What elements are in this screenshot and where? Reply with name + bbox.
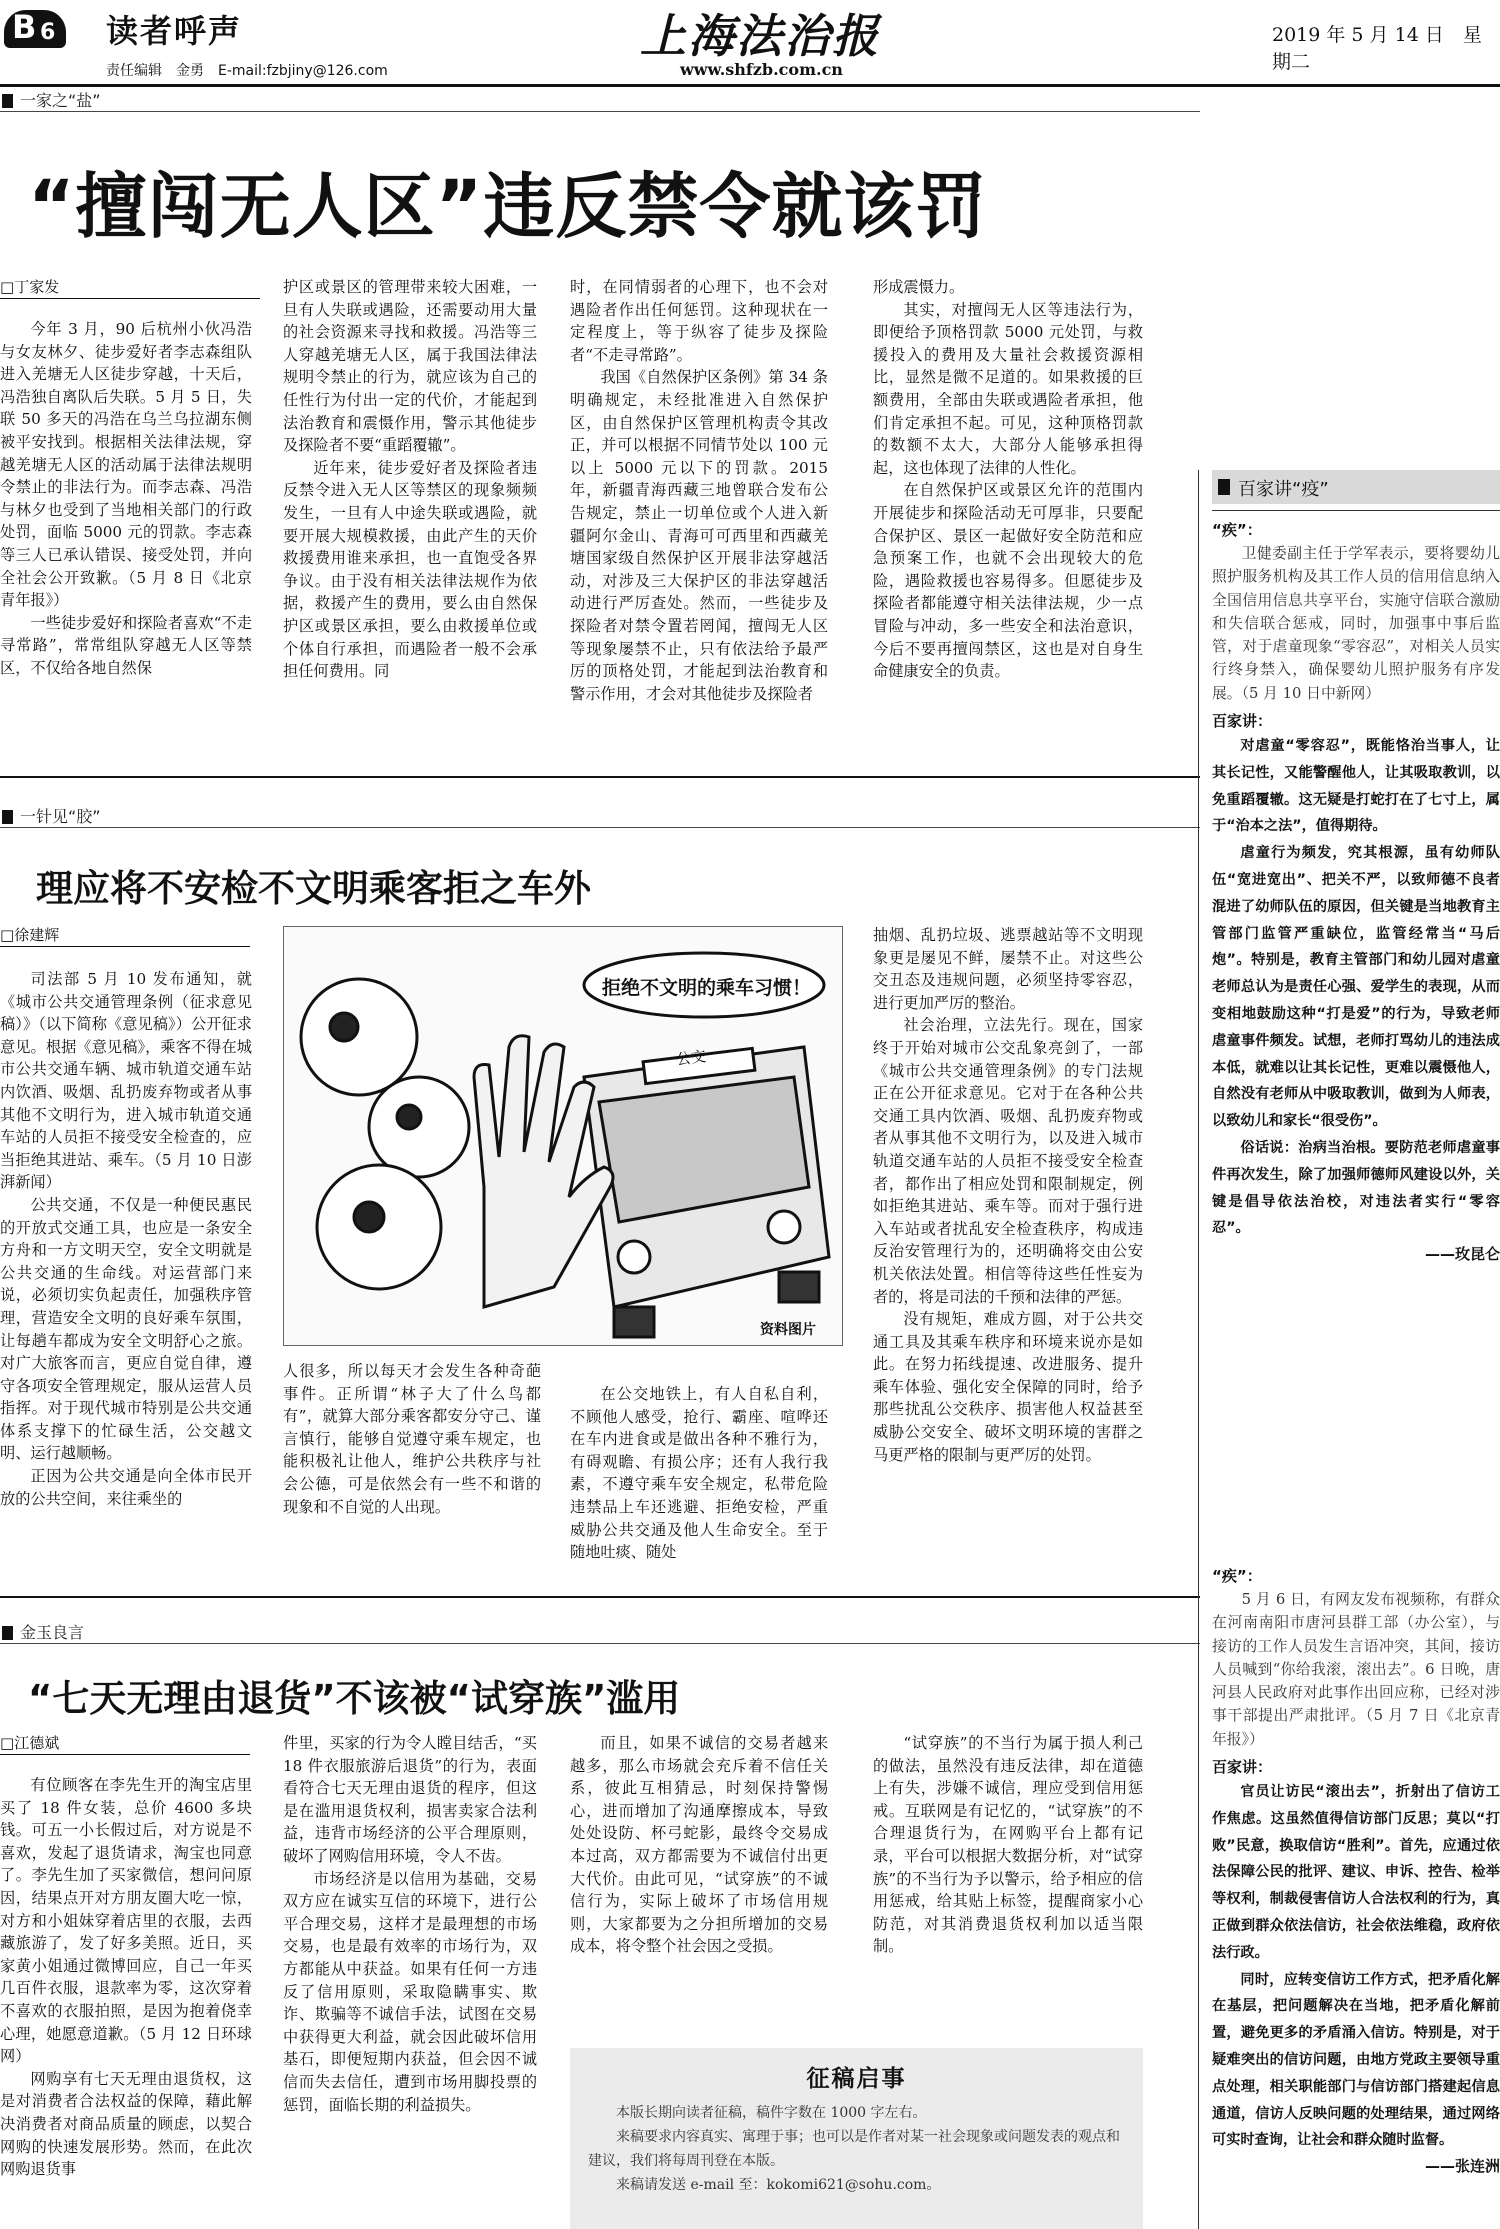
item-author: ——玫昆仑: [1424, 1245, 1500, 1264]
item-author: ——张连洲: [1424, 2157, 1500, 2176]
sidebar-divider: [1198, 470, 1199, 2229]
paragraph: 今年 3 月，90 后杭州小伙冯浩与女友林夕、徒步爱好者李志森组队进入羌塘无人区徒步穿越，十天后，冯浩独自离队后失联。5 月 5 日，失联 50 多天的冯浩在乌兰乌拉湖东侧被平安找到。根据相关法律法规，穿越羌塘无人区的活动属于法律法规明令禁止的非法行为。而李志森、冯浩与林夕也受到了当地相关部门的行政处罚，面临 5000 元的罚款。李志森等三人已承认错误、接受处罚，并向全社会公开致歉。（5 月 8 日《北京青年报》）: [0, 320, 252, 610]
paragraph: 没有规矩，难成方圆，对于公共交通工具及其乘车秩序和环境来说亦是如此。在努力拓线提速、改进服务、提升乘车体验、强化安全保障的同时，给予那些扰乱公交秩序、损害他人权益甚至威胁公交安全、破坏文明环境的害群之马更严格的限制与更严厉的处罚。: [873, 1310, 1143, 1464]
article1-column-4: [873, 276, 1143, 742]
item-news: 卫健委副主任于学军表示，要将婴幼儿照护服务机构及其工作人员的信用信息纳入全国信用信息共享平台，实施守信联合激励和失信联合惩戒，同时，加强事中事后监管，对于虐童现象“零容忍”，对相关人员实行终身禁入，确保婴幼儿照护服务有序发展。（5 月 10 日中新网）: [1212, 545, 1500, 702]
item-comment: 对虐童“零容忍”，既能恪治当事人，让其长记性，又能警醒他人，让其吸取教训，以免重蹈覆辙。这无疑是打蛇打在了七寸上，属于“治本之法”，值得期待。: [1212, 738, 1500, 835]
article3-column-1: [0, 1774, 252, 2226]
paragraph: 在自然保护区或景区允许的范围内开展徒步和探险活动无可厚非，只要配合保护区、景区一起做好安全防范和应急预案工作，也就不会出现较大的危险，遇险救援也容易得多。但愿徒步及探险者都能遵守相关法律法规，少一点冒险与冲动，多一些安全和法治意识，今后不要再擅闯禁区，这也是对自身生命健康安全的负责。: [873, 481, 1143, 681]
paragraph: 近年来，徒步爱好者及探险者违反禁令进入无人区等禁区的现象频频发生，一旦有人中途失联或遇险，就要开展大规模救援，由此产生的天价救援费用谁来承担，也一直饱受各界争议。由于没有相关法律法规作为依据，救援产生的费用，要么由自然保护区或景区承担，要么由救援单位或个体自行承担，而遇险者一般不会承担任何费用。同: [283, 458, 537, 681]
article3-column-4: [873, 1732, 1143, 2022]
article1-column-1: [0, 318, 252, 742]
paragraph: “试穿族”的不当行为属于损人利己的做法，虽然没有违反法律，却在道德上有失，涉嫌不诚信，理应受到信用惩戒。互联网是有记忆的，“试穿族”的不合理退货行为，在网购平台上都有记录，平台可以根据大数据分析，对“试穿族”的不当行为予以警示，给予相应的信用惩戒，给其贴上标签，提醒商家小心防范，对其消费退货权利加以适当限制。: [873, 1734, 1143, 1956]
paper-name: 上海法治报: [640, 9, 880, 63]
illustration-bus-sign: 公交: [675, 1047, 708, 1069]
paragraph: 人很多，所以每天才会发生各种奇葩事件。正所谓“林子大了什么鸟都有”，就算大部分乘客都安分守己、谨言慎行，能够自觉遵守乘车规定，也能积极礼让他人，维护公共秩序与社会公德，可是依然会有一些不和谐的现象和不自觉的人出现。: [283, 1362, 541, 1516]
page-number: 6: [40, 20, 56, 45]
article3-byline-rule: [0, 1754, 250, 1755]
item-comment: 同时，应转变信访工作方式，把矛盾化解在基层，把问题解决在当地，把矛盾化解前置，避免更多的矛盾涌入信访。特别是，对于疑难突出的信访问题，由地方党政主要领导重点处理，相关职能部门与信访部门搭建起信息通道，信访人反映问题的处理结果，通过网络可实时查询，让社会和群众随时监督。: [1212, 1971, 1500, 2149]
item-news: 5 月 6 日，有网友发布视频称，有群众在河南南阳市唐河县群工部（办公室），与接访的工作人员发生言语冲突，其间，接访人员喊到“你给我滚，滚出去”。6 日晚，唐河县人民政府对此事作出回应称，已经对涉事干部提出严肃批评。（5 月 7 日《北京青年报》）: [1212, 1591, 1500, 1748]
paragraph: 一些徒步爱好和探险者喜欢“不走寻常路”，常常组队穿越无人区等禁区，不仅给各地自然保: [0, 613, 252, 677]
paragraph: 我国《自然保护区条例》第 34 条明确规定，未经批准进入自然保护区，由自然保护区管理机构责令其改正，并可以根据不同情节处以 100 元以上 5000 元以下的罚款。2015 年，新疆青海西藏三地曾联合发布公告规定，禁止一切单位或个人进入新疆阿尔金山、青海可可西里和西藏羌塘国家级自然保护区开展非法穿越活动，对涉及三大保护区的非法穿越活动进行严厉查处。然而，一些徒步及探险者对禁令置若罔闻，擅闯无人区等现象屡禁不止，只有依法给予最严厉的顶格处罚，才能起到法治教育和警示作用，才会对其他徒步及探险者: [570, 368, 828, 703]
paragraph: 形成震慑力。: [873, 278, 965, 296]
article2-column-4: [873, 924, 1143, 1576]
notice-line: 来稿要求内容真实、寓理于事；也可以是作者对某一社会现象或问题发表的观点和建议，我们将每周刊登在本版。: [588, 2129, 1120, 2169]
illustration: [283, 926, 843, 1346]
article1-column-3: [570, 276, 828, 742]
sidebar: [1212, 470, 1500, 2229]
paragraph: 抽烟、乱扔垃圾、逃票越站等不文明现象更是屡见不鲜，屡禁不止。对这些公交丑态及违规问题，必须坚持零容忍，进行更加严厉的整治。: [873, 926, 1143, 1012]
item-comment-head: 百家讲：: [1212, 712, 1273, 731]
article2-byline-rule: [0, 946, 250, 947]
paragraph: 件里，买家的行为令人瞠目结舌，“买 18 件衣服旅游后退货”的行为，表面看符合七天无理由退货的程序，但这是在滥用退货权利，损害卖家合法利益，违背市场经济的公平合理原则，破坏了网购信用环境，令人不齿。: [283, 1734, 537, 1865]
article1-title: “擅闯无人区”违反禁令就该罚: [28, 165, 988, 248]
paragraph: 正因为公共交通是向全体市民开放的公共空间，来往乘坐的: [0, 1467, 252, 1508]
paragraph: 公共交通，不仅是一种便民惠民的开放式交通工具，也应是一条安全方舟和一方文明天空，安全文明就是公共交通的生命线。对运营部门来说，必须切实负起责任，加强秩序管理，营造安全文明的良好乘车氛围，让每趟车都成为安全文明舒心之旅。对广大旅客而言，更应自觉自律，遵守各项安全管理规定，服从运营人员指挥。对于现代城市特别是公共交通体系支撑下的忙碌生活，公交越文明、运行越顺畅。: [0, 1195, 252, 1463]
notice-title: 征稿启事: [806, 2066, 907, 2092]
page-number-badge: B 6: [4, 10, 66, 48]
sidebar-label: 百家讲“疫”: [1238, 479, 1329, 500]
article1-byline: □ 丁家发: [0, 276, 59, 297]
editor-info: 责任编辑 金勇 E-mail:fzbjiny@126.com: [106, 63, 388, 79]
paragraph: 社会治理，立法先行。现在，国家终于开始对城市公交乱象亮剑了，一部《城市公共交通管理条例》的专门法规正在公开征求意见。它对于在各种公共交通工具内饮酒、吸烟、乱扔废弃物或者从事其他不文明行为，以及进入城市轨道交通车站的人员拒不接受安全检查者，都作出了相应处罚和限制规定，例如拒绝其进站、乘车等。而对于强行进入车站或者扰乱安全检查秩序，构成违反治安管理行为的，还明确将交由公安机关依法处置。相信等待这些任性妄为者的，将是司法的千预和法律的严惩。: [873, 1016, 1143, 1306]
sidebar-item-2: [1212, 1564, 1500, 2229]
article3-byline: □ 江德斌: [0, 1732, 59, 1753]
paragraph: 而且，如果不诚信的交易者越来越多，那么市场就会充斥着不信任关系，彼此互相猜忌，时刻保持警惕心，进而增加了沟通摩擦成本，导致处处设防、杯弓蛇影，最终令交易成本过高，双方都需要为不诚信付出更大代价。由此可见，“试穿族”的不诚信行为，实际上破坏了市场信用规则，大家都要为之分担所增加的交易成本，将令整个社会因之受损。: [570, 1734, 828, 1956]
paragraph: 时，在同情弱者的心理下，也不会对遇险者作出任何惩罚。这种现状在一定程度上，等于纵容了徒步及探险者“不走寻常路”。: [570, 278, 828, 364]
masthead-rule: [0, 84, 1500, 87]
article3-column-3: [570, 1732, 828, 2022]
paper-website: www.shfzb.com.cn: [680, 60, 843, 79]
image-caption: 资料图片: [760, 1322, 816, 1338]
illustration-bubble-text: 拒绝不文明的乘车习惯！: [602, 977, 812, 999]
item-comment-head: 百家讲：: [1212, 1758, 1273, 1777]
item-head: “疾”：: [1212, 1567, 1262, 1585]
paragraph: 在公交地铁上，有人自私自利，不顾他人感受，抢行、霸座、喧哗还在车内进食或是做出各种不雅行为，有碍观瞻、有损公序；还有人我行我素，不遵守乘车安全规定，私带危险违禁品上车还逃避、拒绝安检，严重威胁公共交通及他人生命安全。至于随地吐痰、随处: [570, 1385, 828, 1562]
item-comment: 官员让访民“滚出去”，折射出了信访工作焦虑。这虽然值得信访部门反思；莫以“打败”民意，换取信访“胜利”。首先，应通过依法保障公民的批评、建议、申诉、控告、检举等权利，制裁侵害信访人合法权利的行为，真正做到群众依法信访，社会依法维稳，政府依法行政。: [1212, 1784, 1500, 1961]
article2-bottom-rule: [0, 1596, 1200, 1598]
paragraph: 网购享有七天无理由退货权，这是对消费者合法权益的保障，藉此解决消费者对商品质量的顾虑，以契合网购的快速发展形势。然而，在此次网购退货事: [0, 2069, 252, 2179]
sidebar-label-marker: [1218, 479, 1230, 495]
article3-label: 金玉良言: [0, 1622, 1200, 1644]
article2-column-3: [570, 1383, 828, 1576]
article2-label: 一针见“胶”: [0, 806, 1200, 828]
paragraph: 护区或景区的管理带来较大困难，一旦有人失联或遇险，还需要动用大量的社会资源来寻找和救援。冯浩等三人穿越羌塘无人区，属于我国法律法规明令禁止的行为，就应该为自己的任性行为付出一定的代价，才能起到法治教育和震慑作用，警示其他徒步及探险者不要“重蹈覆辙”。: [283, 278, 537, 455]
article2-column-1: [0, 968, 252, 1576]
item-comment: 俗话说：治病当治根。要防范老师虐童事件再次发生，除了加强师德师风建设以外，关键是倡导依法治校，对违法者实行“零容忍”。: [1212, 1140, 1500, 1237]
article2-column-2: [283, 1360, 541, 1576]
section-title: 读者呼声: [106, 12, 243, 50]
sidebar-label-rule: [1212, 510, 1500, 511]
article1-label: 一家之“盐”: [0, 90, 1200, 112]
item-comment: 虐童行为频发，究其根源，虽有幼师队伍“宽进宽出”、把关不严，以致师德不良者混进了幼师队伍的原因，但关键是当地教育主管部门监管严重缺位，监管经常当“马后炮”。特别是，教育主管部门和幼儿园对虐童老师总认为是责任心强、爱学生的表现，从而变相地鼓励这种“打是爱”的行为，导致老师虐童事件频发。试想，老师打骂幼儿的违法成本低，就难以让其长记性，更难以震慑他人，自然没有老师从中吸取教训，做到为人师表，以致幼儿和家长“很受伤”。: [1212, 845, 1500, 1130]
sidebar-item-1: [1212, 518, 1500, 1558]
article3-column-2: [283, 1732, 537, 2226]
article1-column-2: [283, 276, 537, 742]
article2-byline: □ 徐建辉: [0, 924, 59, 945]
paragraph: 其实，对擅闯无人区等违法行为，即便给予顶格罚款 5000 元处罚，与救援投入的费用及大量社会救援资源相比，显然是微不足道的。如果救援的巨额费用，全部由失联或遇险者承担，他们肯定承担不起。可见，这种顶格罚款的数额不太大，大部分人能够承担得起，这也体现了法律的人性化。: [873, 300, 1143, 477]
article3-title: “七天无理由退货”不该被“试穿族”滥用: [28, 1677, 681, 1720]
issue-date: 2019 年 5 月 14 日 星期二: [1272, 24, 1482, 73]
submission-notice: [570, 2048, 1143, 2229]
paragraph: 有位顾客在李先生开的淘宝店里买了 18 件女装，总价 4600 多块钱。可五一小长假过后，对方说是不喜欢，发起了退货请求，淘宝也同意了。李先生加了买家微信，想问问原因，结果点开对方朋友圈大吃一惊，对方和小姐妹穿着店里的衣服，去西藏旅游了，发了好多美照。近日，买家黄小姐通过微博回应，自己一年买几百件衣服，退款率为零，这次穿着不喜欢的衣服拍照，是因为抱着侥幸心理，她愿意道歉。（5 月 12 日环球网）: [0, 1776, 252, 2066]
article1-bottom-rule: [0, 776, 1200, 778]
notice-line: 本版长期向读者征稿，稿件字数在 1000 字左右。: [616, 2105, 927, 2121]
item-head: “疾”：: [1212, 521, 1262, 539]
paragraph: 司法部 5 月 10 发布通知，就《城市公共交通管理条例（征求意见稿）》（以下简称《意见稿》）公开征求意见。根据《意见稿》，乘客不得在城市公共交通车辆、城市轨道交通车站内饮酒、吸烟、乱扔废弃物或者从事其他不文明行为，进入城市轨道交通车站的人员拒不接受安全检查的，应当拒绝其进站、乘车。（5 月 10 日澎湃新闻）: [0, 970, 252, 1192]
paragraph: 市场经济是以信用为基础，交易双方应在诚实互信的环境下，进行公平合理交易，这样才是最理想的市场交易，也是最有效率的市场行为，双方都能从中获益。如果有任何一方违反了信用原则，采取隐瞒事实、欺诈、欺骗等不诚信手法，试图在交易中获得更大利益，就会因此破坏信用基石，即便短期内获益，但会因不诚信而失去信任，遭到市场用脚投票的惩罚，面临长期的利益损失。: [283, 1869, 537, 2114]
article2-title: 理应将不安检不文明乘客拒之车外: [36, 867, 591, 910]
article1-byline-rule: [0, 298, 260, 299]
notice-line: 来稿请发送 e-mail 至：kokomi621@sohu.com。: [616, 2177, 941, 2193]
